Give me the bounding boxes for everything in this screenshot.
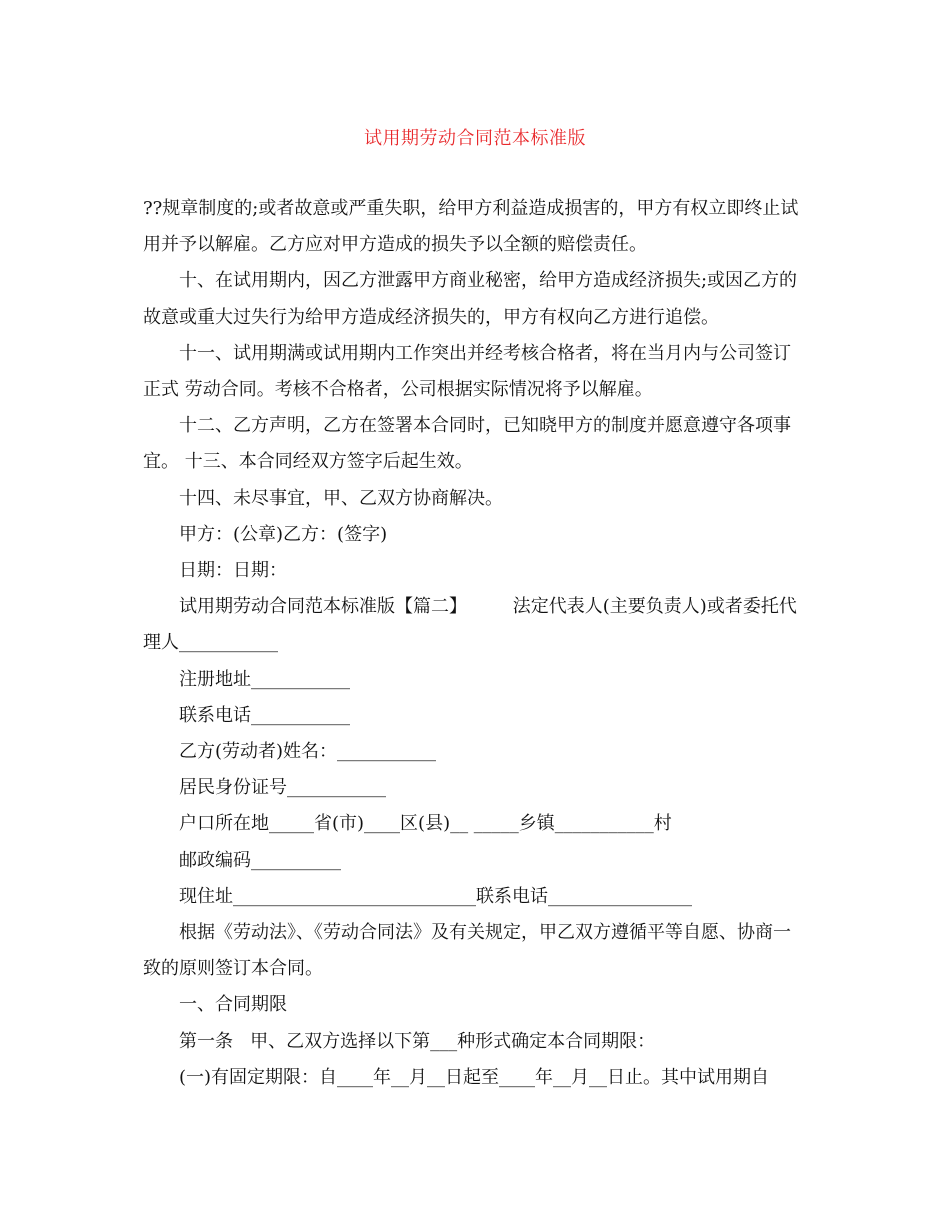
body-paragraph: 十二、乙方声明，乙方在签署本合同时，已知晓甲方的制度并愿意遵守各项事宜。 十三、本合同经双方签字后起生效。 — [143, 415, 791, 473]
body-paragraph: 一、合同期限 — [179, 994, 287, 1016]
body-paragraph: 注册地址___________ — [179, 668, 350, 690]
body-paragraph: 现住址___________________________联系电话________________ — [179, 885, 692, 907]
body-paragraph: 联系电话___________ — [179, 704, 350, 726]
body-paragraph: 十一、试用期满或试用期内工作突出并经考核合格者，将在当月内与公司签订正式 劳动合同。考核不合格者，公司根据实际情况将予以解雇。 — [143, 342, 791, 401]
body-paragraph: 十四、未尽事宜，甲、乙双方协商解决。 — [179, 487, 503, 509]
document-body — [143, 191, 808, 1096]
document-title: 试用期劳动合同范本标准版 — [364, 128, 586, 149]
body-paragraph: 第一条 甲、乙双方选择以下第___种形式确定本合同期限： — [179, 1030, 656, 1052]
body-paragraph: 试用期劳动合同范本标准版【篇二】 法定代表人(主要负责人)或者委托代理人___________ — [143, 596, 797, 654]
body-paragraph: 乙方(劳动者)姓名：___________ — [179, 741, 437, 763]
body-paragraph: 户口所在地_____省(市)____区(县)__ _____乡镇___________村 — [179, 813, 672, 835]
body-paragraph: 邮政编码__________ — [179, 849, 341, 871]
body-paragraph: 十、在试用期内，因乙方泄露甲方商业秘密，给甲方造成经济损失;或因乙方的故意或重大过失行为给甲方造成经济损失的，甲方有权向乙方进行追偿。 — [143, 270, 798, 328]
body-paragraph: ??规章制度的;或者故意或严重失职，给甲方利益造成损害的，甲方有权立即终止试用并予以解雇。乙方应对甲方造成的损失予以全额的赔偿责任。 — [143, 198, 799, 256]
body-paragraph: 根据《劳动法》、《劳动合同法》及有关规定，甲乙双方遵循平等自愿、协商一致的原则签订本合同。 — [143, 922, 791, 980]
body-paragraph: 日期：日期： — [179, 560, 287, 582]
body-paragraph: (一)有固定期限：自____年__月__日起至____年__月__日止。其中试用期自 — [179, 1066, 770, 1088]
body-paragraph: 甲方：(公章)乙方：(签字) — [179, 523, 388, 545]
body-paragraph: 居民身份证号___________ — [179, 777, 386, 799]
